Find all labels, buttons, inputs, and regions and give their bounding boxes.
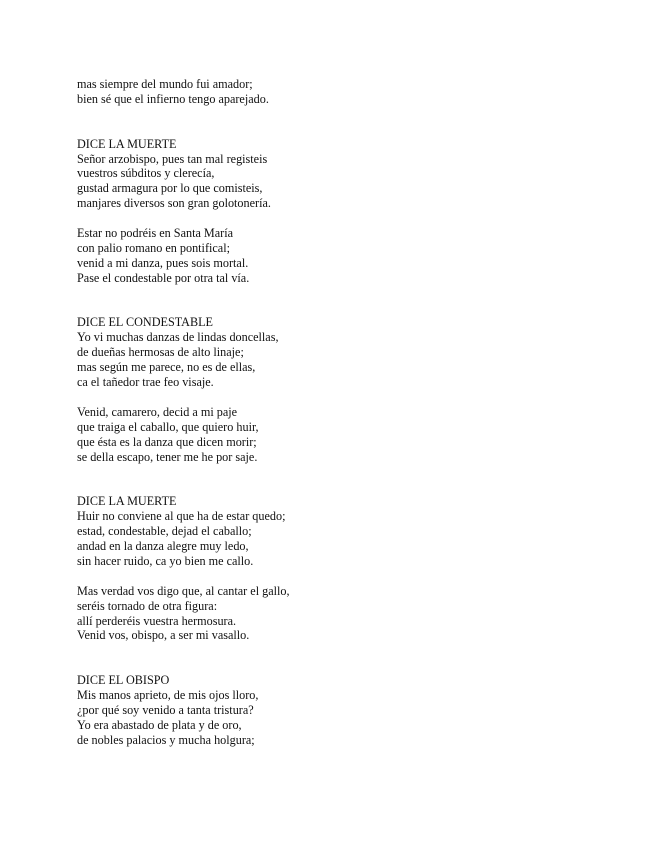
verse-line: Yo era abastado de plata y de oro, (77, 717, 242, 732)
verse-line: Yo vi muchas danzas de lindas doncellas, (77, 330, 279, 345)
verse-line: vuestros súbditos y clerecía, (77, 166, 215, 181)
verse-line: mas siempre del mundo fui amador; (77, 77, 253, 91)
verse-line: sin hacer ruido, ca yo bien me callo. (77, 553, 254, 568)
verse-line: Mas verdad vos digo que, al cantar el gallo, (77, 583, 290, 598)
verse-line: Huir no conviene al que ha de estar quedo; (77, 509, 286, 524)
verse-line: de nobles palacios y mucha holgura; (77, 732, 255, 747)
verse-line: bien sé que el infierno tengo aparejado. (77, 91, 269, 106)
verse-line: Estar no podréis en Santa María (77, 226, 234, 241)
stanza-gap (77, 390, 617, 405)
stanza-gap (77, 211, 617, 226)
section-gap (77, 643, 617, 673)
section-gap (77, 107, 617, 137)
document-page (77, 77, 617, 748)
verse-line: que ésta es la danza que dicen morir; (77, 434, 257, 449)
verse-line: que traiga el caballo, que quiero huir, (77, 419, 259, 434)
verse-line: gustad armagura por lo que comisteis, (77, 181, 263, 196)
verse-line: Venid, camarero, decid a mi paje (77, 404, 238, 419)
verse-line: Pase el condestable por otra tal vía. (77, 270, 250, 285)
verse-line: se della escapo, tener me he por saje. (77, 449, 258, 464)
verse-line: Señor arzobispo, pues tan mal registeis (77, 151, 268, 166)
verse-line: ca el tañedor trae feo visaje. (77, 375, 214, 390)
stanza-gap (77, 569, 617, 584)
verse-line: seréis tornado de otra figura: (77, 598, 218, 613)
speaker-heading: DICE EL CONDESTABLE (77, 315, 214, 330)
section-gap (77, 465, 617, 495)
speaker-heading: DICE LA MUERTE (77, 494, 177, 509)
speech-condestable-stanza-2 (77, 405, 617, 465)
section-gap (77, 286, 617, 316)
speech-muerte-1 (77, 137, 617, 212)
speech-muerte-2-stanza-2 (77, 584, 617, 644)
verse-line: venid a mi danza, pues sois mortal. (77, 255, 249, 270)
verse-line: mas según me parece, no es de ellas, (77, 360, 256, 375)
verse-line: estad, condestable, dejad el caballo; (77, 524, 252, 539)
speech-obispo (77, 673, 617, 748)
speech-condestable (77, 315, 617, 390)
verse-line: Venid vos, obispo, a ser mi vasallo. (77, 628, 250, 643)
verse-line: de dueñas hermosas de alto linaje; (77, 345, 244, 360)
opening-stanza (77, 77, 617, 107)
verse-line: allí perderéis vuestra hermosura. (77, 613, 237, 628)
verse-line: andad en la danza alegre muy ledo, (77, 539, 249, 554)
verse-line: Mis manos aprieto, de mis ojos lloro, (77, 688, 259, 703)
speech-muerte-1-stanza-2 (77, 226, 617, 286)
verse-line: con palio romano en pontifical; (77, 240, 230, 255)
speaker-heading: DICE LA MUERTE (77, 136, 177, 151)
speaker-heading: DICE EL OBISPO (77, 673, 170, 688)
verse-line: ¿por qué soy venido a tanta tristura? (77, 702, 254, 717)
verse-line: manjares diversos son gran golotonería. (77, 196, 271, 211)
speech-muerte-2 (77, 494, 617, 569)
